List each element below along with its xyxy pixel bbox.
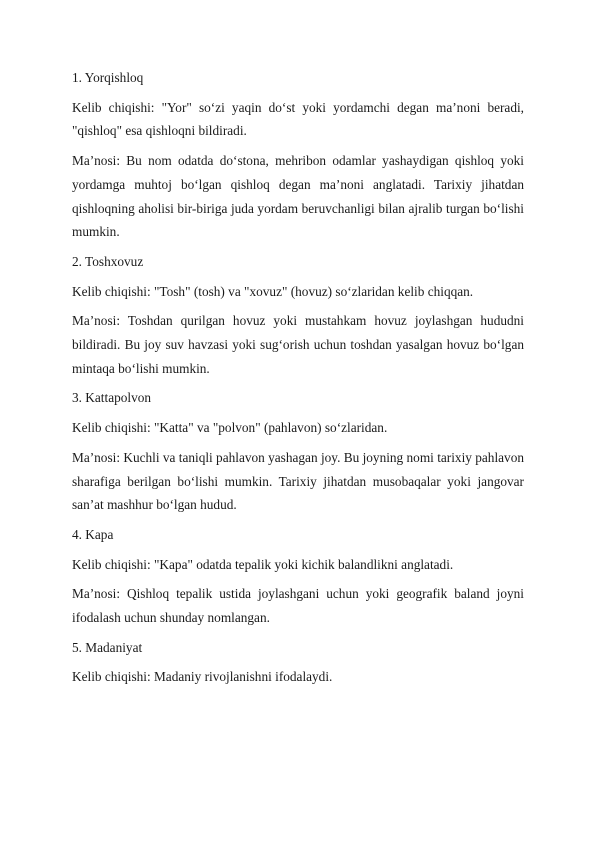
meaning-paragraph: Ma’nosi: Bu nom odatda do‘stona, mehribon odamlar yashaydigan qishloq yoki yordamga muhtoj bo‘lgan qishloq degan ma’noni anglatadi. Tarixiy jihatdan qishloqning aholisi bir-biriga juda yordam beruvchanligi bilan ajralib turgan bo‘lishi mumkin. [72,153,524,240]
origin-paragraph: Kelib chiqishi: "Tosh" (tosh) va "xovuz" (hovuz) so‘zlaridan kelib chiqqan. [72,283,474,299]
meaning-paragraph: Ma’nosi: Qishloq tepalik ustida joylashgani uchun yoki geografik baland joyni ifodalash uchun shunday nomlangan. [72,586,524,626]
document-page [72,66,524,695]
section-kapa [72,523,524,630]
origin-paragraph: Kelib chiqishi: "Katta" va "polvon" (pahlavon) so‘zlaridan. [72,420,388,436]
section-heading: 3. Kattapolvon [72,390,152,406]
origin-paragraph: Kelib chiqishi: "Kapa" odatda tepalik yoki kichik balandlikni anglatadi. [72,556,454,572]
section-heading: 2. Toshxovuz [72,253,144,269]
section-heading: 5. Madaniyat [72,639,143,655]
section-heading: 4. Kapa [72,526,114,542]
meaning-paragraph: Ma’nosi: Toshdan qurilgan hovuz yoki mustahkam hovuz joylashgan hududni bildiradi. Bu joy suv havzasi yoki sug‘orish uchun toshdan yasalgan hovuz bo‘lgan mintaqa bo‘lishi mumkin. [72,313,524,376]
section-heading: 1. Yorqishloq [72,70,144,85]
meaning-paragraph: Ma’nosi: Kuchli va taniqli pahlavon yashagan joy. Bu joyning nomi tarixiy pahlavon sharafiga berilgan bo‘lishi mumkin. Tarixiy jihatdan musobaqalar yoki jangovar san’at mashhur bo‘lgan hudud. [72,449,524,513]
origin-paragraph: Kelib chiqishi: Madaniy rivojlanishni ifodalaydi. [72,669,333,685]
section-madaniyat [72,636,524,689]
section-yorqishloq [72,66,524,244]
section-kattapolvon [72,386,524,517]
section-toshxovuz [72,250,524,381]
origin-paragraph: Kelib chiqishi: "Yor" so‘zi yaqin do‘st yoki yordamchi degan ma’noni beradi, "qishloq" esa qishloqni bildiradi. [72,99,524,139]
